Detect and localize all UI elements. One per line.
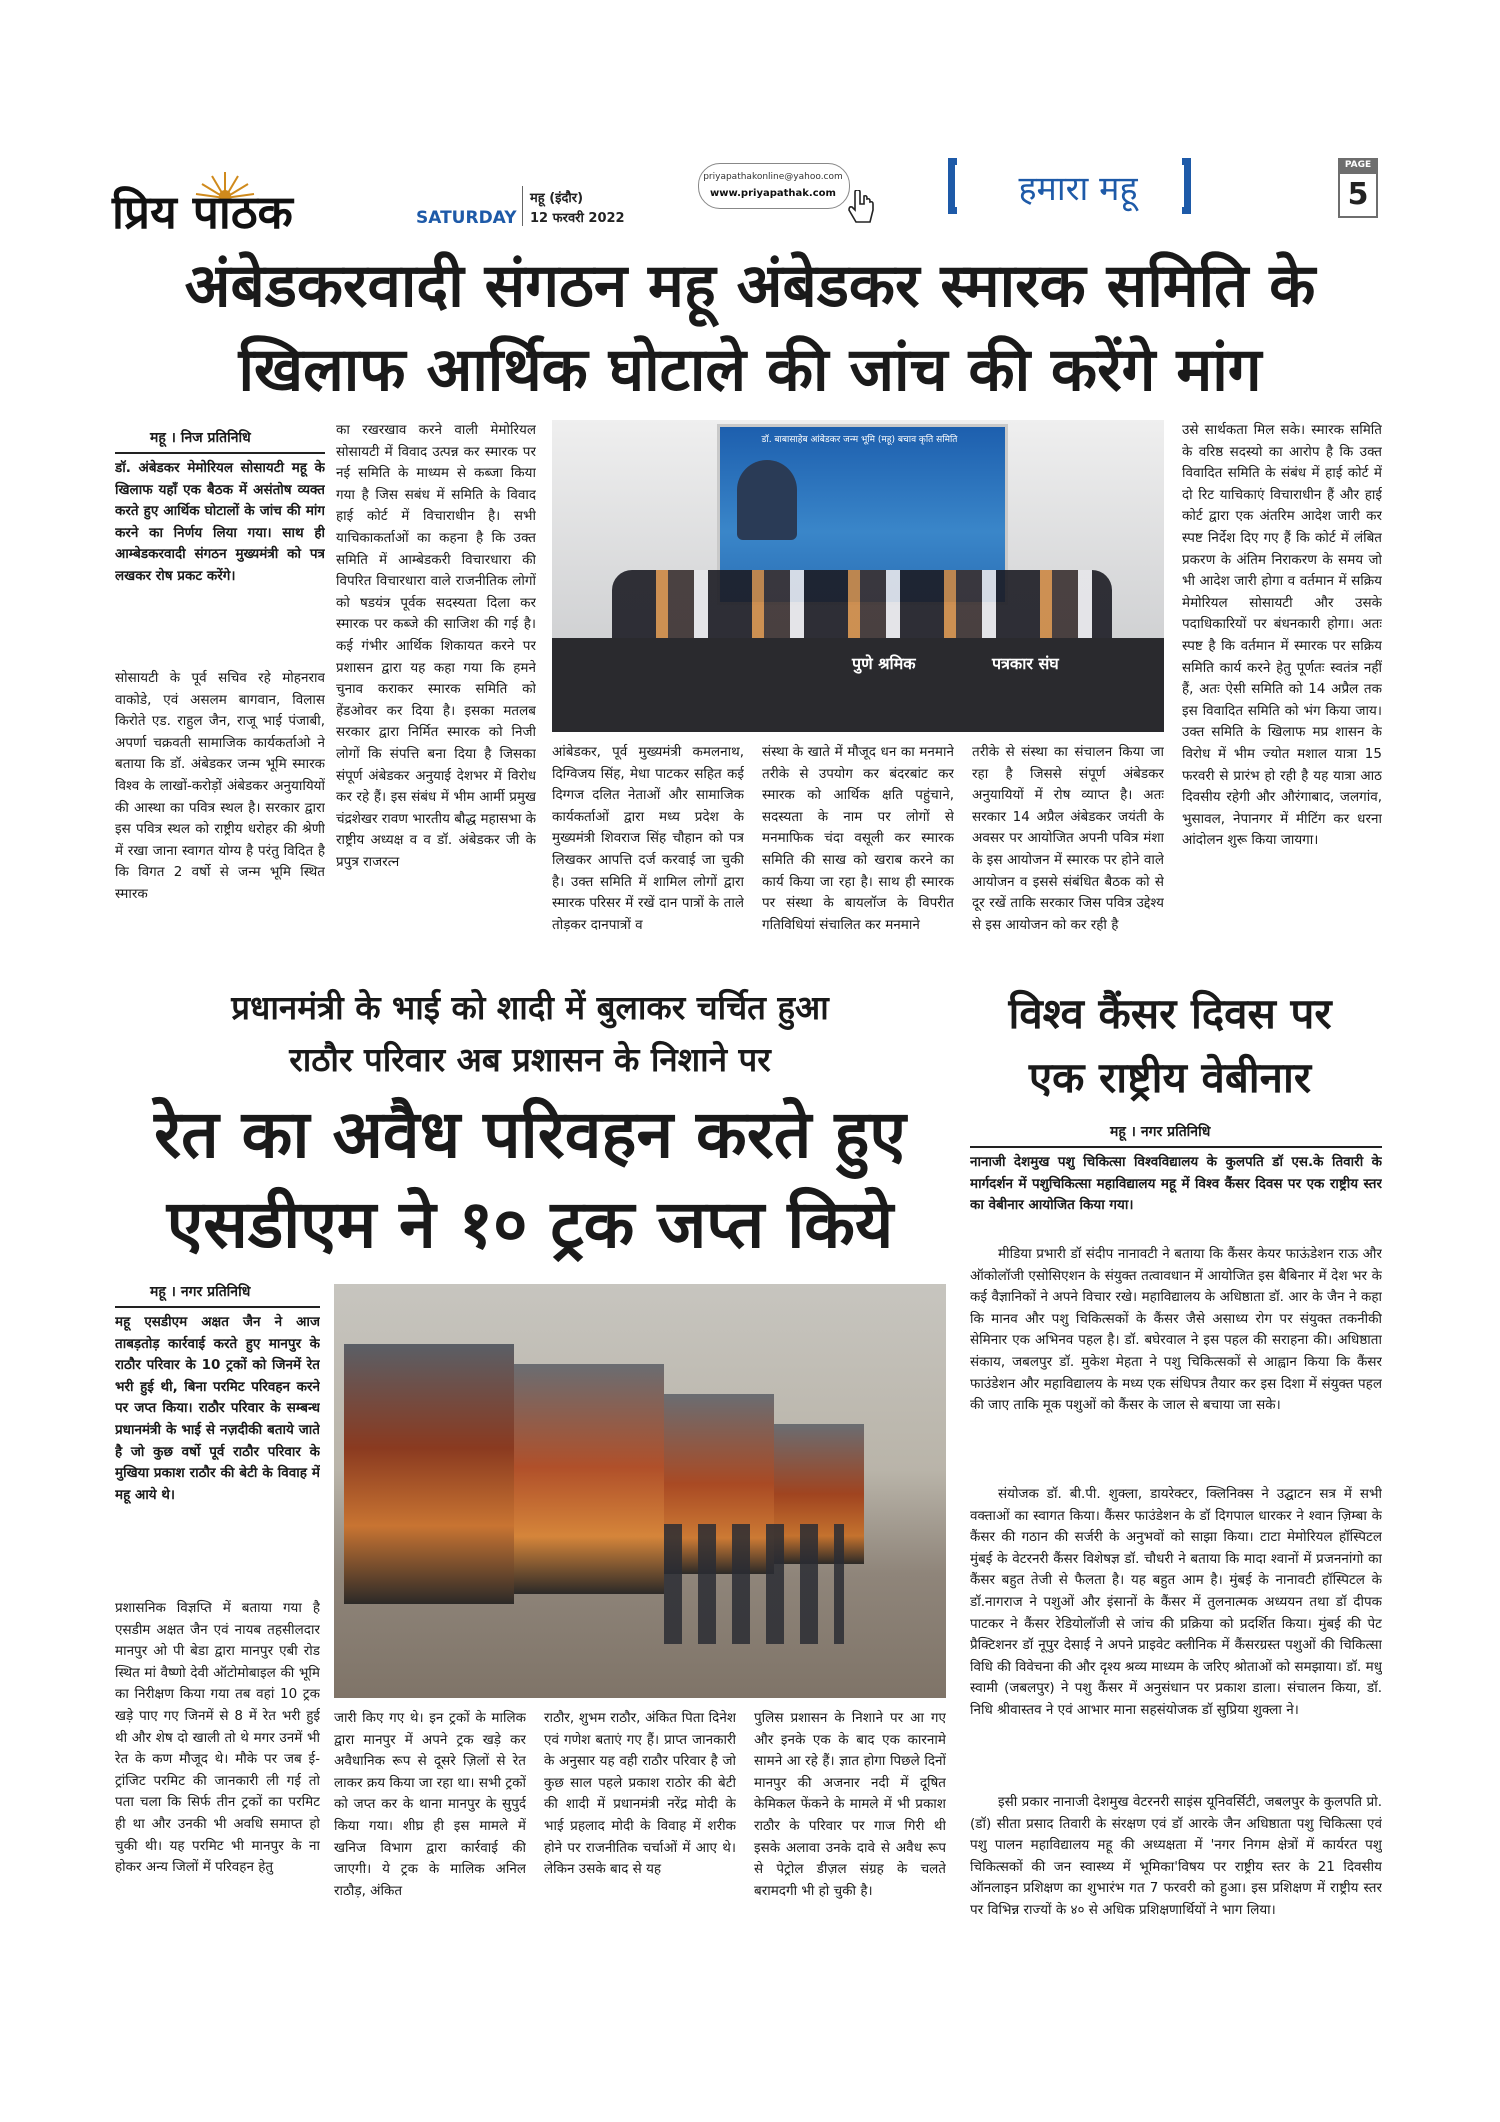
- story3-headline-line2: एक राष्ट्रीय वेबीनार: [1028, 1053, 1312, 1102]
- photo-banner-text: डॉ. बाबासाहेब आंबेडकर जन्म भूमि (महू) बचाव कृति समिति: [761, 435, 958, 445]
- story2-dateline-rule: [115, 1306, 320, 1308]
- page-box: [1338, 158, 1378, 220]
- meeting-photo: [552, 420, 1164, 732]
- photo-people-row: [612, 570, 1112, 640]
- story3-lead: नानाजी देशमुख पशु चिकित्सा विश्वविद्यालय के कुलपति डॉ एस.के तिवारी के मार्गदर्शन में पशुचिकित्सा महाविद्यालय महू में विश्व कैंसर दिवस पर एक राष्ट्रीय स्तर का वेबीनार आयोजित किया गया।: [970, 1154, 1382, 1214]
- website-text[interactable]: www.priyapathak.com: [710, 188, 836, 199]
- story1-dateline-rule: [115, 452, 325, 454]
- city-label: महू (इंदौर): [530, 191, 584, 206]
- story1-col6: उसे सार्थकता मिल सके। स्मारक समिति के वरिष्ठ सदस्यो का आरोप है कि उक्त विवादित समिति के संबंध में हाई कोर्ट में दो रिट याचिकाएं विचाराधीन हैं और हाई कोर्ट द्वारा एक अंतरिम आदेश जारी कर स्पष्ट निर्देश दिए गए हैं कि कोर्ट में लंबित प्रकरण के अंतिम निराकरण के समय जो भी आदेश जारी होगा व वर्तमान में सक्रिय मेमोरियल सोसायटी और उसके पदाधिकारियों पर बंधनकारी होगा। अतः स्पष्ट है कि वर्तमान में स्मारक पर सक्रिय समिति कार्य करने हेतु पूर्णतः स्वतंत्र नहीं हैं, अतः ऐसी समिति को 14 अप्रैल तक इस विवादित समिति को भंग किया जाय। उक्त समिति के खिलाफ मप्र शासन के विरोध में भीम ज्योत मशाल यात्रा 15 फरवरी से प्रारंभ हो रही है यह यात्रा आठ दिवसीय रहेगी और औरंगाबाद, जलगांव, भुसावल, नेपानगर में मीटिंग कर धरना आंदोलन शुरू किया जायगा।: [1182, 422, 1382, 849]
- story3-para3: इसी प्रकार नानाजी देशमुख वेटरनरी साइंस यूनिवर्सिटी, जबलपुर के कुलपति प्रो. (डॉ) सीता प्रसाद तिवारी के संरक्षण एवं डॉ आरके जैन अधिष्ठाता पशु चिकित्सा एवं पशु पालन महाविद्यालय महू की अध्यक्षता में 'नगर निगम क्षेत्रों में कार्यरत पशु चिकित्सकों की जन स्वास्थ्य में भूमिका'विषय पर राष्ट्रीय स्तर के 21 दिवसीय ऑनलाइन प्रशिक्षण का शुभारंभ गत 7 फरवरी को हुआ। इस प्रशिक्षण में राष्ट्रीय स्तर पर विभिन्न राज्यों के ४० से अधिक प्रशिक्षणार्थियों ने भाग लिया।: [970, 1794, 1382, 1918]
- email-text[interactable]: priyapathakonline@yahoo.com: [703, 172, 843, 182]
- date-label: 12 फरवरी 2022: [530, 211, 625, 226]
- story1-col3: आंबेडकर, पूर्व मुख्यमंत्री कमलनाथ, दिग्विजय सिंह, मेधा पाटकर सहित कई दिग्गज दलित नेताओं और सामाजिक कार्यकर्ताओं द्वारा मध्य प्रदेश के मुख्यमंत्री शिवराज सिंह चौहान को पत्र लिखकर आपत्ति दर्ज करवाई जा चुकी है। उक्त समिति में शामिल लोगों द्वारा स्मारक परिसर में रखें दान पात्रों के ताले तोड़कर दानपात्रों व: [552, 744, 744, 933]
- story1-lead: डॉ. अंबेडकर मेमोरियल सोसायटी महू के खिलाफ यहाँ एक बैठक में असंतोष व्यक्त करते हुए आर्थिक घोटालों के जांच की मांग करने का निर्णय लिया गया। साथ ही आम्बेडकरवादी संगठन मुख्यमंत्री को पत्र लखकर रोष प्रकट करेंगे।: [115, 460, 325, 584]
- story2-lead: महू एसडीएम अक्षत जैन ने आज ताबड़तोड़ कार्रवाई करते हुए मानपुर के राठौर परिवार के 10 ट्रकों को जिनमें रेत भरी हुई थी, बिना परमिट परिवहन करने पर जप्त किया। राठौर परिवार के सम्बन्ध प्रधानमंत्री के भाई से नज़दीकी बताये जाते है जो कुछ वर्षो पूर्व राठौर परिवार के मुखिया प्रकाश राठौर की बेटी के विवाह में महू आये थे।: [115, 1314, 320, 1503]
- page-number: 5: [1338, 172, 1378, 218]
- photo-table-text-left: पुणे श्रमिक: [852, 654, 916, 673]
- logo-text: प्रिय पाठक: [112, 185, 293, 239]
- story1-dateline: महू । निज प्रतिनिधि: [150, 430, 251, 446]
- story3-para2: संयोजक डॉ. बी.पी. शुक्ला, डायरेक्टर, क्लिनिक्स ने उद्घाटन सत्र में सभी वक्ताओं का स्वागत किया। कैंसर फाउंडेशन के डॉ दिगपाल धारकर ने श्वान ज़िम्बा के कैंसर की गठान की सर्जरी के अनुभवों को साझा किया। टाटा मेमोरियल हॉस्पिटल मुंबई के वेटरनरी कैंसर विशेषज्ञ डॉ. चौधरी ने बताया कि मादा श्वानों में प्रजननांगो का कैंसर बहुत तेजी से फैलता है। यह बहुत आम है। मुंबई के नानावटी हॉस्पिटल के डॉ.नागराज ने पशुओं और इंसानों के कैंसर में तुलनात्मक अध्ययन तथा डॉ दीपक पाटकर ने कैंसर रेडियोलॉजी से जांच की प्रक्रिया को प्रदर्शित किया। मुंबई की पेट प्रैक्टिशनर डॉ नूपुर देसाई ने अपने प्राइवेट क्लीनिक में कैंसरग्रस्त पशुओं की चिकित्सा विधि की विवेचना की और दृश्य श्रव्य माध्यम के जरिए श्रोताओं को समझाया। डॉ. मधु स्वामी (जबलपुर) ने पशु कैंसर में अनुसंधान पर प्रकाश डाला। संचालन किया, डॉ. निधि श्रीवास्तव ने एवं आभार माना सहसंयोजक डॉ सुप्रिया शुक्ला ने।: [970, 1486, 1382, 1718]
- logo: [112, 168, 412, 242]
- story2-kicker-line1: प्रधानमंत्री के भाई को शादी में बुलाकर चर्चित हुआ: [231, 988, 829, 1027]
- story3-dateline: महू । नगर प्रतिनिधि: [1110, 1124, 1211, 1140]
- section-title: हमारा महू: [1018, 169, 1138, 209]
- page-label: PAGE: [1338, 158, 1378, 172]
- trucks-photo: [334, 1284, 946, 1698]
- photo-table-text-right: पत्रकार संघ: [992, 654, 1059, 673]
- story3-dateline-rule: [970, 1146, 1382, 1148]
- pointer-hand-icon: [846, 190, 876, 226]
- truck-2: [514, 1364, 664, 1594]
- story1-col1: सोसायटी के पूर्व सचिव रहे मोहनराव वाकोडे, एवं असलम बागवान, विलास किरोते एड. राहुल जैन, राजू भाई पंजाबी, अपर्णा चक्रवती सामाजिक कार्यकर्ताओ ने बताया कि डॉ. अंबेडकर जन्म भूमि स्मारक विश्व के लाखों-करोड़ों अंबेडकर अनुयायियों की आस्था का पवित्र स्थल है। सरकार द्वारा इस पवित्र स्थल को राष्ट्रीय धरोहर की श्रेणी में रखा जाना स्वागत योग्य है परंतु विदित है कि विगत 2 वर्षो से जन्म भूमि स्थित स्मारक: [115, 670, 325, 902]
- story1-headline-line2: खिलाफ आर्थिक घोटाले की जांच की करेंगे मांग: [238, 335, 1262, 405]
- truck-1: [344, 1344, 514, 1604]
- masthead: [0, 0, 1500, 239]
- story2-dateline: महू । नगर प्रतिनिधि: [150, 1284, 251, 1300]
- story1-col4: संस्था के खाते में मौजूद धन का मनमाने तरीके से उपयोग कर बंदरबांट कर स्मारक को आर्थिक क्षति पहुंचाने, सदस्यता के नाम पर लोगों से मनमाफिक चंदा वसूली कर स्मारक समिति की साख को खराब करने का कार्य किया जा रहा है। साथ ही स्मारक पर संस्था के बायलॉज के विपरीत गतिविधियां संचालित कर मनमाने: [762, 744, 954, 933]
- bracket-right-icon: [1182, 158, 1191, 214]
- contact-box: [698, 163, 850, 209]
- day-label: SATURDAY: [416, 208, 517, 228]
- story2-headline-line1: रेत का अवैध परिवहन करते हुए: [154, 1096, 906, 1173]
- masthead-divider: [522, 186, 523, 226]
- story3-para1: मीडिया प्रभारी डॉ संदीप नानावटी ने बताया कि कैंसर केयर फाऊंडेशन राऊ और ऑकोलॉजी एसोसिएशन के संयुक्त तत्वावधान में आयोजित इस बैबिनार में देश भर के कई वैज्ञानिकों ने अपने विचार रखे। महाविद्यालय के अधिष्ठाता डॉ. आर के जैन ने कहा कि मानव और पशु चिकित्सकों के कैंसर जैसे असाध्य रोग पर संयुक्त तकनीकी सेमिनार एक अभिनव पहल है। डॉ. बघेरवाल ने इस पहल की सराहना की। अधिष्ठाता संकाय, जबलपुर डॉ. मुकेश मेहता ने पशु चिकित्सकों से आह्वान किया कि कैंसर फाउंडेशन और महाविद्यालय के मध्य एक संधिपत्र तैयार कर इस दिशा में संयुक्त पहल की जाए ताकि मूक पशुओं को कैंसर के जाल से बचाया जा सके।: [970, 1246, 1382, 1414]
- story1-col5: तरीके से संस्था का संचालन किया जा रहा है जिससे संपूर्ण अंबेडकर अनुयायियों में रोष व्याप्त है। अतः सरकार 14 अप्रैल अंबेडकर जयंती के अवसर पर आयोजित अपनी पवित्र मंशा के इस आयोजन में स्मारक पर होने वाले आयोजन व इससे संबंधित बैठक को से दूर रखें ताकि सरकार जिस पवित्र उद्देश्य से इस आयोजन को कर रही है: [972, 744, 1164, 933]
- story2-col4: पुलिस प्रशासन के निशाने पर आ गए और इनके एक के बाद एक कारनामे सामने आ रहे हैं। ज्ञात होगा पिछले दिनों मानपुर की अजनार नदी में दूषित केमिकल फेंकने के मामले में भी प्रकाश राठौर के परिवार पर गाज गिरी थी इसके अलावा उनके दावे से अवैध रूप से पेट्रोल डीज़ल संग्रह के चलते बरामदगी भी हो चुकी है।: [754, 1710, 946, 1899]
- story2-col2: जारी किए गए थे। इन ट्रकों के मालिक द्वारा मानपुर में अपने ट्रक खड़े कर अवैधानिक रूप से दूसरे ज़िलों से रेत लाकर क्रय किया जा रहा था। सभी ट्रकों को जप्त कर के थाना मानपुर के सुपुर्द किया गया। शीघ्र ही इस मामले में खनिज विभाग द्वारा कार्रवाई की जाएगी। ये ट्रक के मालिक अनिल राठौड़, अंकित: [334, 1710, 526, 1899]
- story3-headline-line1: विश्व कैंसर दिवस पर: [1008, 989, 1332, 1038]
- section-tag: [948, 158, 1208, 218]
- officials-group: [664, 1524, 844, 1644]
- story2-headline-line2: एसडीएम ने १० ट्रक जप्त किये: [166, 1186, 894, 1263]
- story2-col1: प्रशासनिक विज्ञप्ति में बताया गया है एसडीम अक्षत जैन एवं नायब तहसीलदार मानपुर ओ पी बेडा द्वारा मानपुर एबी रोड स्थित मां वैष्णो देवी ऑटोमोबाइल की भूमि का निरीक्षण किया गया तब वहां 10 ट्रक खड़े पाए गए जिनमें से 8 में रेत भरी हुई थी और शेष दो खाली तो थे मगर उनमें भी रेत के कण मौजूद थे। मौके पर जब ई- ट्रांजिट परमिट की जानकारी ली गई तो पता चला कि सिर्फ तीन ट्रकों का परमिट ही था और उनकी भी अवधि समाप्त हो चुकी थी। यह परमिट भी मानपुर के ना होकर अन्य जिलों में परिवहन हेतु: [115, 1600, 320, 1876]
- photo-portrait-icon: [737, 460, 797, 540]
- story1-col2: का रखरखाव करने वाली मेमोरियल सोसायटी में विवाद उत्पन्न कर स्मारक पर नई समिति के माध्यम से कब्जा किया गया है जिस सबंध में समिति के विवाद हाई कोर्ट में विचाराधीन है। सभी याचिकाकर्ताओं का कहना है कि उक्त समिति में आम्बेडकरी विचारधारा की विपरित विचारधारा वाले राजनीतिक लोगों को षडयंत्र पूर्वक सदस्यता दिला कर स्मारक पर कब्जे की साजिश की गई है। कई गंभीर आर्थिक शिकायत करने पर प्रशासन द्वारा यह कहा गया कि हमने चुनाव कराकर स्मारक समिति को हेंडओवर कर दिया है। इसका मतलब सरकार द्वारा निर्मित स्मारक को निजी लोगों कि संपत्ति बना दिया है जिसका संपूर्ण अंबेडकर अनुयाई देशभर में विरोध कर रहे हैं। इस संबंध में भीम आर्मी प्रमुख चंद्रशेखर रावण भारतीय बौद्ध महासभा के राष्ट्रीय अध्यक्ष व व डॉ. अंबेडकर जी के प्रपुत्र राजरत्न: [336, 422, 536, 870]
- story1-headline-line1: अंबेडकरवादी संगठन महू अंबेडकर स्मारक समिति के: [184, 251, 1316, 321]
- story2-col3: राठौर, शुभम राठौर, अंकित पिता दिनेश एवं गणेश बताएं गए हैं। प्राप्त जानकारी के अनुसार यह वही राठौर परिवार है जो कुछ साल पहले प्रकाश राठोर की बेटी की शादी में प्रधानमंत्री नरेंद्र मोदी के भाई प्रहलाद मोदी के विवाह में शरीक होने पर राजनीतिक चर्चाओं में आए थे। लेकिन उसके बाद से यह: [544, 1710, 736, 1878]
- story2-kicker-line2: राठौर परिवार अब प्रशासन के निशाने पर: [289, 1040, 771, 1079]
